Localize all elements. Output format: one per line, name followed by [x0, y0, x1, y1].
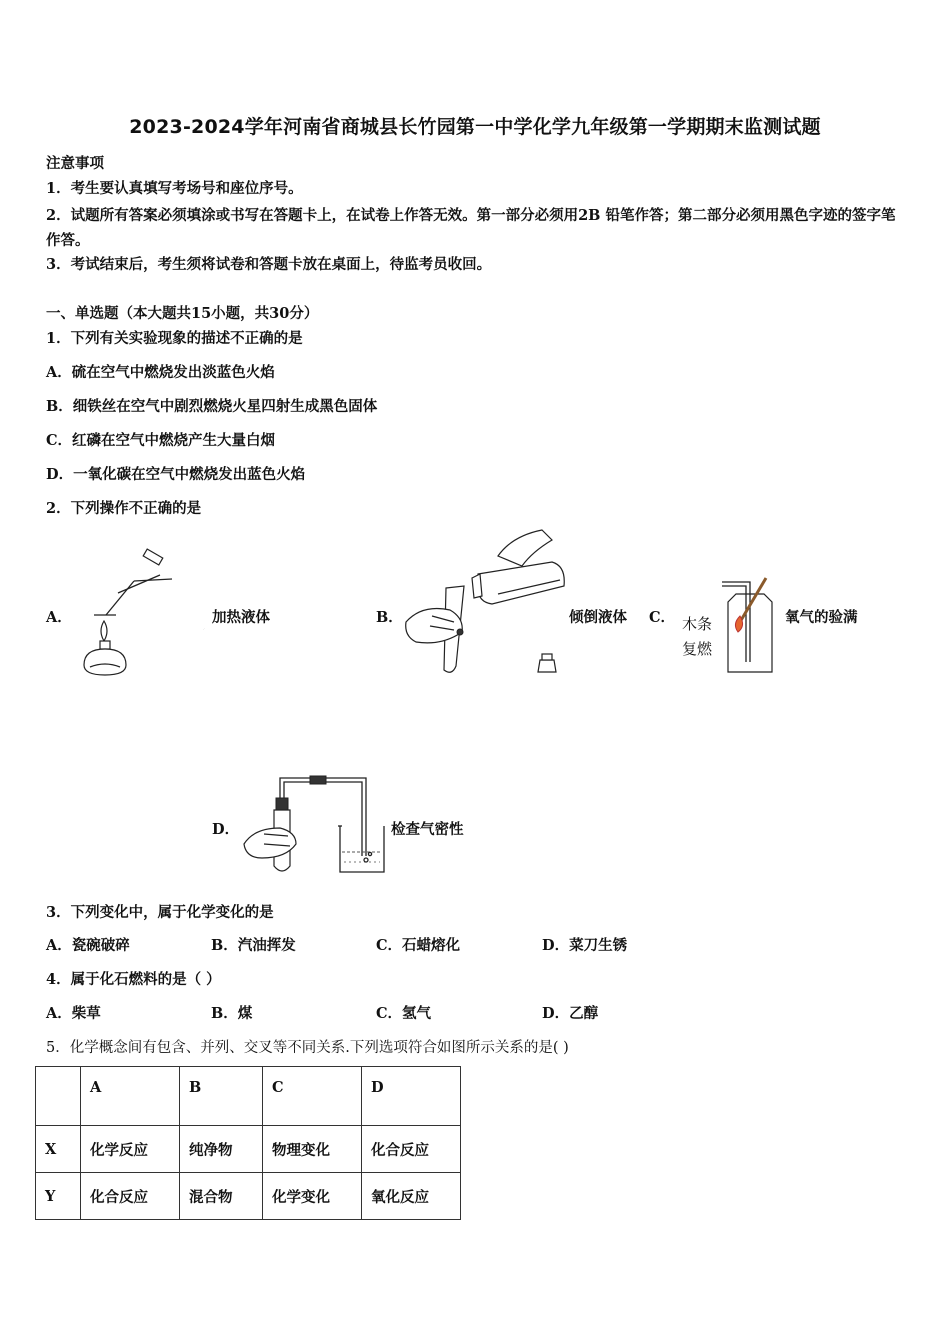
- table-cell: Y: [36, 1173, 81, 1220]
- q4-option-a: A．柴草: [46, 1005, 101, 1022]
- table-cell: X: [36, 1126, 81, 1173]
- table-cell: 化合反应: [81, 1173, 180, 1220]
- q3-option-d: D．菜刀生锈: [542, 937, 628, 954]
- q2-option-a-letter: A．: [46, 609, 72, 626]
- table-cell: B: [180, 1067, 263, 1126]
- table-cell: 纯净物: [180, 1126, 263, 1173]
- section-heading: 一、单选题（本大题共15小题，共30分）: [46, 305, 319, 322]
- q2-option-c-label: 氧气的验满: [785, 609, 858, 626]
- q2-option-c-letter: C．: [649, 609, 676, 626]
- note-item: 2．试题所有答案必须填涂或书写在答题卡上，在试卷上作答无效。第一部分必须用2B 铅笔作答；第二部分必须用黑色字迹的签字笔作答。: [46, 207, 896, 249]
- q4-option-b: B．煤: [211, 1005, 253, 1022]
- q1-option-b: B．细铁丝在空气中剧烈燃烧火星四射生成黑色固体: [46, 398, 378, 415]
- table-row: [36, 1126, 461, 1173]
- table-row: [36, 1173, 461, 1220]
- q2-option-d-letter: D．: [212, 821, 240, 838]
- page-title: 2023-2024学年河南省商城县长竹园第一中学化学九年级第一学期期末监测试题: [129, 116, 821, 138]
- table-cell: [36, 1067, 81, 1126]
- table-cell: D: [362, 1067, 461, 1126]
- table-cell: 物理变化: [263, 1126, 362, 1173]
- question-4-stem: 4．属于化石燃料的是（ ）: [46, 971, 221, 988]
- q1-option-a: A．硫在空气中燃烧发出淡蓝色火焰: [46, 364, 275, 381]
- note-item: 1．考生要认真填写考场号和座位序号。: [46, 180, 303, 197]
- q3-option-b: B．汽油挥发: [211, 937, 296, 954]
- notes-heading: 注意事项: [46, 155, 104, 172]
- question-5-stem: 5．化学概念间有包含、并列、交叉等不同关系.下列选项符合如图所示关系的是( ): [46, 1040, 569, 1056]
- q1-option-c: C．红磷在空气中燃烧产生大量白烟: [46, 432, 276, 449]
- table-cell: 氧化反应: [362, 1173, 461, 1220]
- q3-option-a: A．瓷碗破碎: [46, 937, 130, 954]
- q4-option-d: D．乙醇: [542, 1005, 599, 1022]
- note-item: 3．考试结束后，考生须将试卷和答题卡放在桌面上，待监考员收回。: [46, 256, 492, 273]
- q1-option-d: D．一氧化碳在空气中燃烧发出蓝色火焰: [46, 466, 306, 483]
- table-header-row: [36, 1067, 461, 1126]
- question-2-stem: 2．下列操作不正确的是: [46, 500, 202, 517]
- q2-option-b-label: 倾倒液体: [569, 609, 627, 626]
- pouring-liquid-illustration: [402, 526, 570, 678]
- airtightness-check-illustration: [240, 772, 388, 878]
- q5-options-table: [35, 1066, 461, 1220]
- q2-option-d-label: 检查气密性: [391, 821, 464, 838]
- q2-option-a-label: 加热液体: [212, 609, 270, 626]
- table-cell: C: [263, 1067, 362, 1126]
- question-1-stem: 1．下列有关实验现象的描述不正确的是: [46, 330, 303, 347]
- c-annotation-line-1: 木条: [682, 615, 713, 633]
- c-annotation-line-2: 复燃: [682, 640, 713, 658]
- q2-option-b-letter: B．: [376, 609, 403, 626]
- question-3-stem: 3．下列变化中，属于化学变化的是: [46, 904, 274, 921]
- q4-option-c: C．氢气: [376, 1005, 432, 1022]
- q3-option-c: C．石蜡熔化: [376, 937, 461, 954]
- table-cell: 化学反应: [81, 1126, 180, 1173]
- table-cell: 化合反应: [362, 1126, 461, 1173]
- table-cell: A: [81, 1067, 180, 1126]
- table-cell: 混合物: [180, 1173, 263, 1220]
- oxygen-test-illustration: [716, 572, 780, 676]
- heating-liquid-illustration: [76, 545, 208, 677]
- table-cell: 化学变化: [263, 1173, 362, 1220]
